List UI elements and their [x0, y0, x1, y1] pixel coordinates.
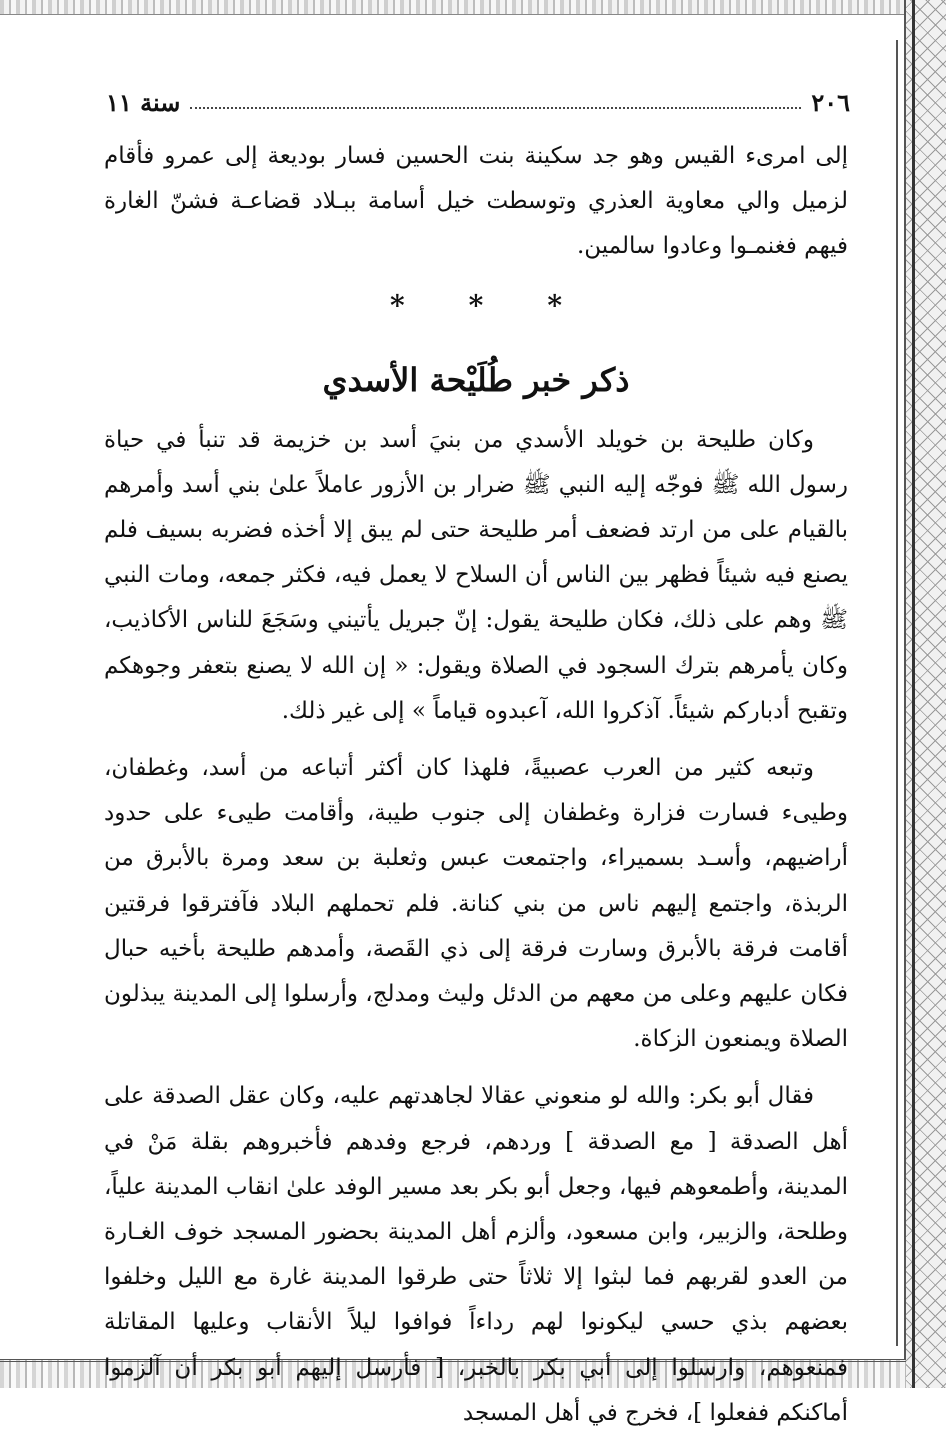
- separator-star-3: *: [547, 289, 562, 322]
- inner-border-rule: [896, 40, 898, 1346]
- paragraph-3: وتبعه كثير من العرب عصبيةً، فلهذا كان أكثر أتباعه من أسد، وغطفان، وطيىء فسارت فزارة وغطفان إلى جنوب طيبة، وأقامت طيىء على حدود أراضيهم، وأسـد بسميراء، واجتمعت عبس وثعلبة بن سعد ومرة بالأبرق من الربذة، واجتمع إليهم ناس من بني كنانة. فلم تحملهم البلاد فآفترقوا فرقتين أقامت فرقة بالأبرق وسارت فرقة إلى ذي القَصة، وأمدهم طليحة بأخيه حبال فكان عليهم وعلى من معهم من الدئل وليث ومدلج، وأرسلوا إلى المدينة يبذلون الصلاة ويمنعون الزكاة.: [104, 755, 848, 1053]
- page-number: ٢٠٦: [811, 87, 850, 117]
- separator-star-1: *: [390, 289, 405, 322]
- top-ornamental-border: [0, 0, 906, 15]
- section-separator: [104, 270, 848, 342]
- paragraph-1: إلى امرىء القيس وهو جد سكينة بنت الحسين فسار بوديعة إلى عمرو فأقام لزميل والي معاوية العذري وتوسطت خيل أسامة ببـلاد قضاعـة فشنّ الغارة فيهم فغنمـوا وعادوا سالمين.: [104, 143, 848, 260]
- section-heading: ذكر خبر طُلَيْحة الأسدي: [322, 360, 630, 399]
- paragraph-4: فقال أبو بكر: والله لو منعوني عقالا لجاهدتهم عليه، وكان عقل الصدقة على أهل الصدقة [ مع الصدقة ] وردهم، فرجع وفدهم فأخبروهم بقلة مَنْ في المدينة، وأطمعوهم فيها، وجعل أبو بكر بعد مسير الوفد علىٰ انقاب المدينة علياً، وطلحة، والزبير، وابن مسعود، وألزم أهل المدينة بحضور المسجد خوف الغـارة من العدو لقربهم فما لبثوا إلا ثلاثاً حتى طرقوا المدينة غارة مع الليل وخلفوا بعضهم بذي حسي ليكونوا لهم رداءاً فوافوا ليلاً الأنقاب وعليها المقاتلة فمنعوهم، وارسلوا إلى أبي بكر بالخبر، [ فأرسل إليهم أبو بكر أن آلزموا أماكنكم ففعلوا ]، فخرج في أهل المسجد: [104, 1083, 848, 1426]
- page-body: [104, 134, 848, 1436]
- separator-star-2: *: [468, 289, 484, 322]
- header-dotted-leader: [190, 107, 801, 109]
- running-header: [106, 84, 850, 120]
- right-ornamental-border: [904, 0, 946, 1388]
- paragraph-2: وكان طليحة بن خويلد الأسدي من بنيَ أسد بن خزيمة قد تنبأ في حياة رسول الله ﷺ فوجّه إليه النبي ﷺ ضرار بن الأزور عاملاً علىٰ بني أسد وأمرهم بالقيام على من ارتد فضعف أمر طليحة حتى لم يبق إلا أخذه فضربه بسيف فلم يصنع فيه شيئاً فظهر بين الناس أن السلاح لا يعمل فيه، فكثر جمعه، ومات النبي ﷺ وهم على ذلك، فكان طليحة يقول: إنّ جبريل يأتيني وسَجَعَ للناس الأكاذيب، وكان يأمرهم بترك السجود في الصلاة ويقول: « إن الله لا يصنع بتعفر وجوهكم وتقبح أدباركم شيئاً. آذكروا الله، آعبدوه قياماً » إلى غير ذلك.: [104, 426, 848, 724]
- year-label: سنة ١١: [106, 87, 181, 117]
